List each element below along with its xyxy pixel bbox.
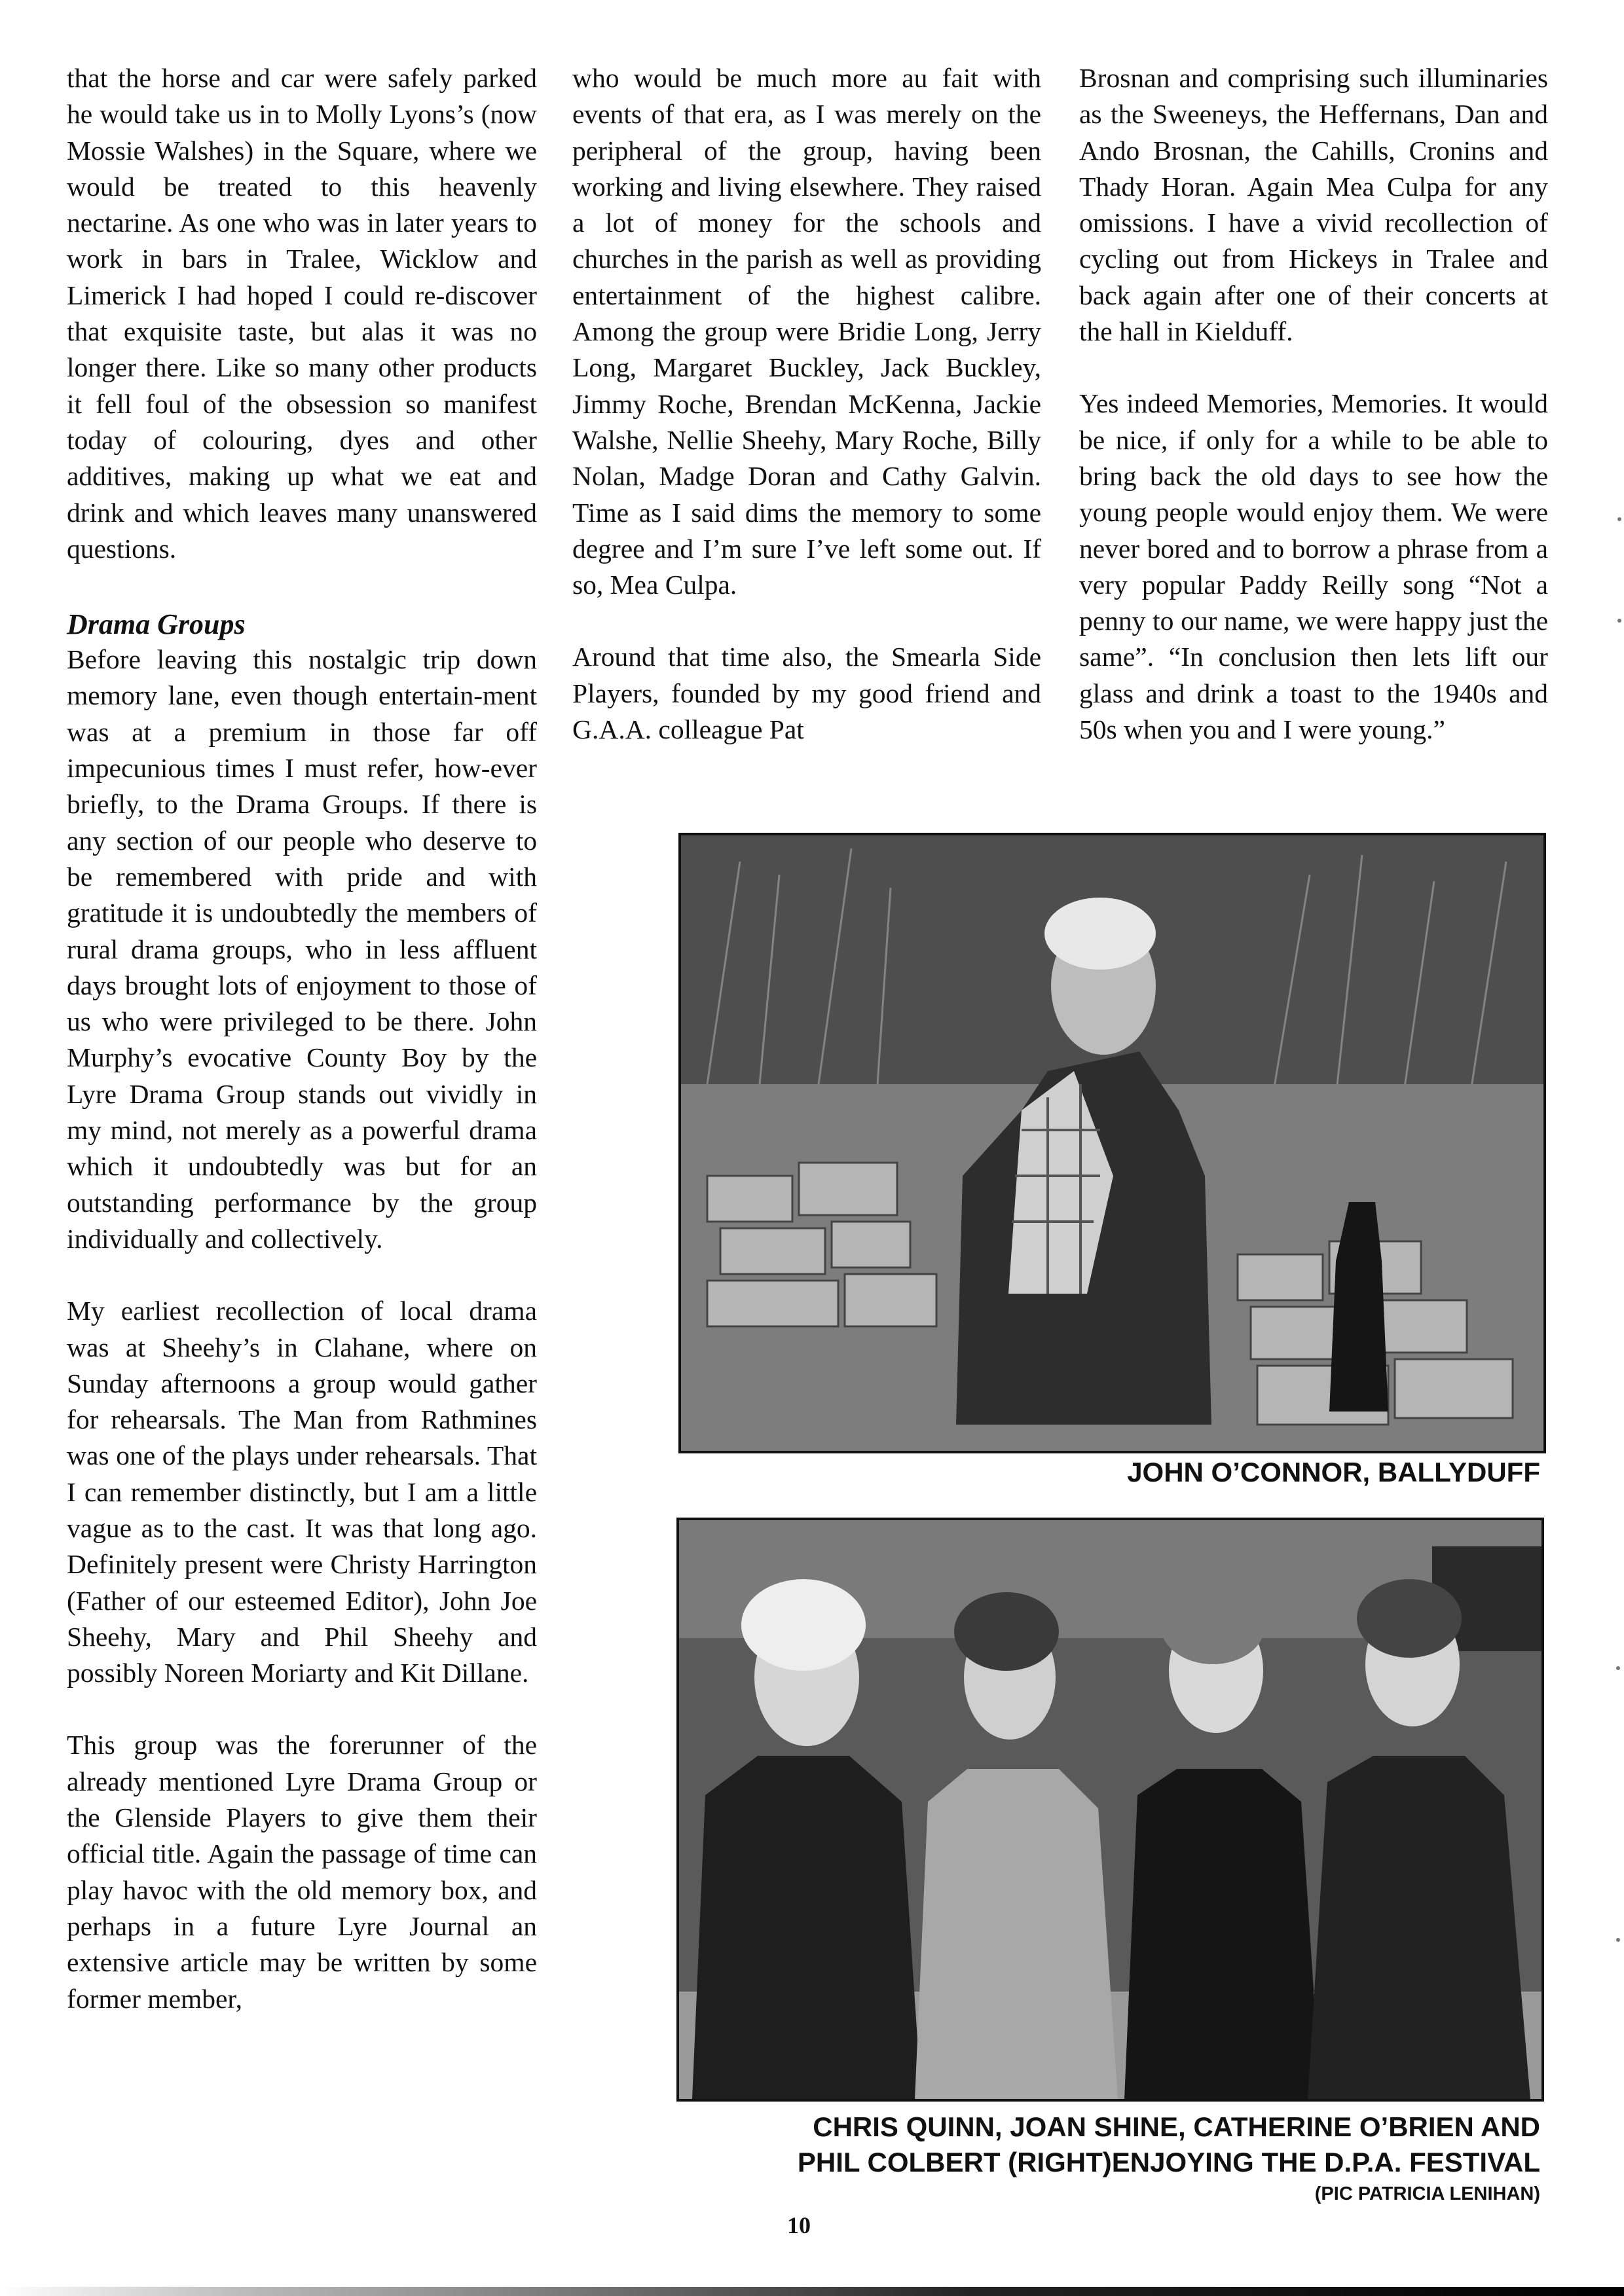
- scan-speck: [1617, 517, 1621, 521]
- scan-edge-shadow: [0, 2287, 1624, 2296]
- photo-caption: [623, 2109, 1540, 2180]
- scan-speck: [1617, 619, 1621, 623]
- article-column-1: [67, 60, 537, 2017]
- article-column-3: [1079, 60, 1548, 748]
- paragraph: Yes indeed Memories, Memories. It would be nice, if only for a while to be able to bring back the old days to see how the young people would enjoy them. We were never bored and to borrow a phrase from a very popular Paddy Reilly song “Not a penny to our name, we were happy just the same”. “In conclusion then lets lift our glass and drink a toast to the 1940s and 50s when you and I were young.”: [1079, 388, 1548, 745]
- photo-man-illustration: [681, 835, 1543, 1451]
- photo-credit: (PIC PATRICIA LENIHAN): [1314, 2183, 1540, 2204]
- photo-four-women: [676, 1518, 1544, 2102]
- paragraph: My earliest recollection of local drama was at Sheehy’s in Clahane, where on Sunday afternoons a group would gather for rehearsals. The Man from Rathmines was one of the plays under rehearsals. That I can remember distinctly, but I am a little vague as to the cast. It was that long ago. Definitely present were Christy Harrington (Father of our esteemed Editor), John Joe Sheehy, Mary and Phil Sheehy and possibly Noreen Moriarty and Kit Dillane.: [67, 1296, 537, 1688]
- caption-line: CHRIS QUINN, JOAN SHINE, CATHERINE O’BRIEN AND: [813, 2111, 1540, 2142]
- caption-line: PHIL COLBERT (RIGHT)ENJOYING THE D.P.A. FESTIVAL: [797, 2147, 1540, 2178]
- section-heading: Drama Groups: [67, 608, 246, 641]
- photo-caption: JOHN O’CONNOR, BALLYDUFF: [1127, 1457, 1540, 1487]
- paragraph: Around that time also, the Smearla Side Players, founded by my good friend and G.A.A. colleague Pat: [572, 642, 1041, 745]
- article-column-2: [572, 60, 1041, 748]
- paragraph: This group was the forerunner of the already mentioned Lyre Drama Group or the Glenside Players to give them their official title. Again the passage of time can play havoc with the old memory box, and perhaps in a future Lyre Journal an extensive article may be written by some former member,: [67, 1730, 537, 2014]
- photo-women-illustration: [679, 1520, 1541, 2099]
- paragraph: who would be much more au fait with events of that era, as I was merely on the peripheral of the group, having been working and living elsewhere. They raised a lot of money for the schools and churches in the parish as well as providing entertainment of the highest calibre. Among the group were Bridie Long, Jerry Long, Margaret Buckley, Jack Buckley, Jimmy Roche, Brendan McKenna, Jackie Walshe, Nellie Sheehy, Mary Roche, Billy Nolan, Madge Doran and Cathy Galvin. Time as I said dims the memory to some degree and I’m sure I’ve left some out. If so, Mea Culpa.: [572, 63, 1041, 600]
- scan-speck: [1616, 1938, 1620, 1942]
- paragraph: Brosnan and comprising such illuminaries as the Sweeneys, the Heffernans, Dan and Ando Brosnan, the Cahills, Cronins and Thady Horan. Again Mea Culpa for any omissions. I have a vivid recollection of cycling out from Hickeys in Tralee and back again after one of their concerts at the hall in Kielduff.: [1079, 63, 1548, 347]
- page-number: 10: [787, 2212, 811, 2238]
- paragraph: that the horse and car were safely parked he would take us in to Molly Lyons’s (now Mossie Walshes) in the Square, where we would be treated to this heavenly nectarine. As one who was in later years to work in bars in Tralee, Wicklow and Limerick I had hoped I could re-discover that exquisite taste, but alas it was no longer there. Like so many other products it fell foul of the obsession so manifest today of colouring, dyes and other additives, making up what we eat and drink and which leaves many unanswered questions.: [67, 63, 537, 564]
- paragraph: Before leaving this nostalgic trip down memory lane, even though entertain-ment was at a premium in those far off impecunious times I must refer, how-ever briefly, to the Drama Groups. If there is any section of our people who deserve to be remembered with pride and with gratitude it is undoubtedly the members of rural drama groups, who in less affluent days brought lots of enjoyment to those of us who were privileged to be there. John Murphy’s evocative County Boy by the Lyre Drama Group stands out vividly in my mind, not merely as a powerful drama which it undoubtedly was but for an outstanding performance by the group individually and collectively.: [67, 644, 537, 1254]
- photo-man-by-stone-wall: [678, 833, 1546, 1453]
- scan-speck: [1616, 1666, 1620, 1670]
